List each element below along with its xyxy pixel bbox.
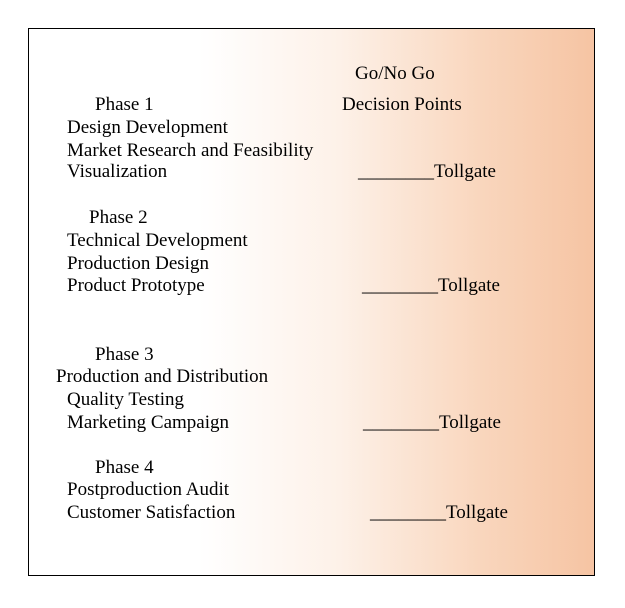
phase-2-item: Product Prototype <box>67 275 205 296</box>
phase-3-item: Quality Testing <box>67 389 185 410</box>
phase-3-title: Phase 3 <box>95 344 154 365</box>
phase-2-title: Phase 2 <box>89 207 148 228</box>
phase-1-item: Market Research and Feasibility <box>67 140 314 161</box>
phase-2-tollgate: ________Tollgate <box>362 275 500 296</box>
phase-2-item: Production Design <box>67 253 209 274</box>
phase-1-item: Design Development <box>67 117 228 138</box>
phase-1-tollgate: ________Tollgate <box>358 161 496 182</box>
header-go-no-go: Go/No Go <box>355 63 435 84</box>
phase-1-item: Visualization <box>67 161 168 182</box>
phase-3-tollgate: ________Tollgate <box>363 412 501 433</box>
phase-4-item: Postproduction Audit <box>67 479 230 500</box>
phase-2-item: Technical Development <box>67 230 248 251</box>
phase-3-item: Marketing Campaign <box>67 412 229 433</box>
phase-4-item: Customer Satisfaction <box>67 502 236 523</box>
phase-1-title: Phase 1 <box>95 94 154 115</box>
phase-4-title: Phase 4 <box>95 457 154 478</box>
phase-4-tollgate: ________Tollgate <box>370 502 508 523</box>
header-decision-points: Decision Points <box>342 94 462 115</box>
phase-3-item: Production and Distribution <box>56 366 269 387</box>
